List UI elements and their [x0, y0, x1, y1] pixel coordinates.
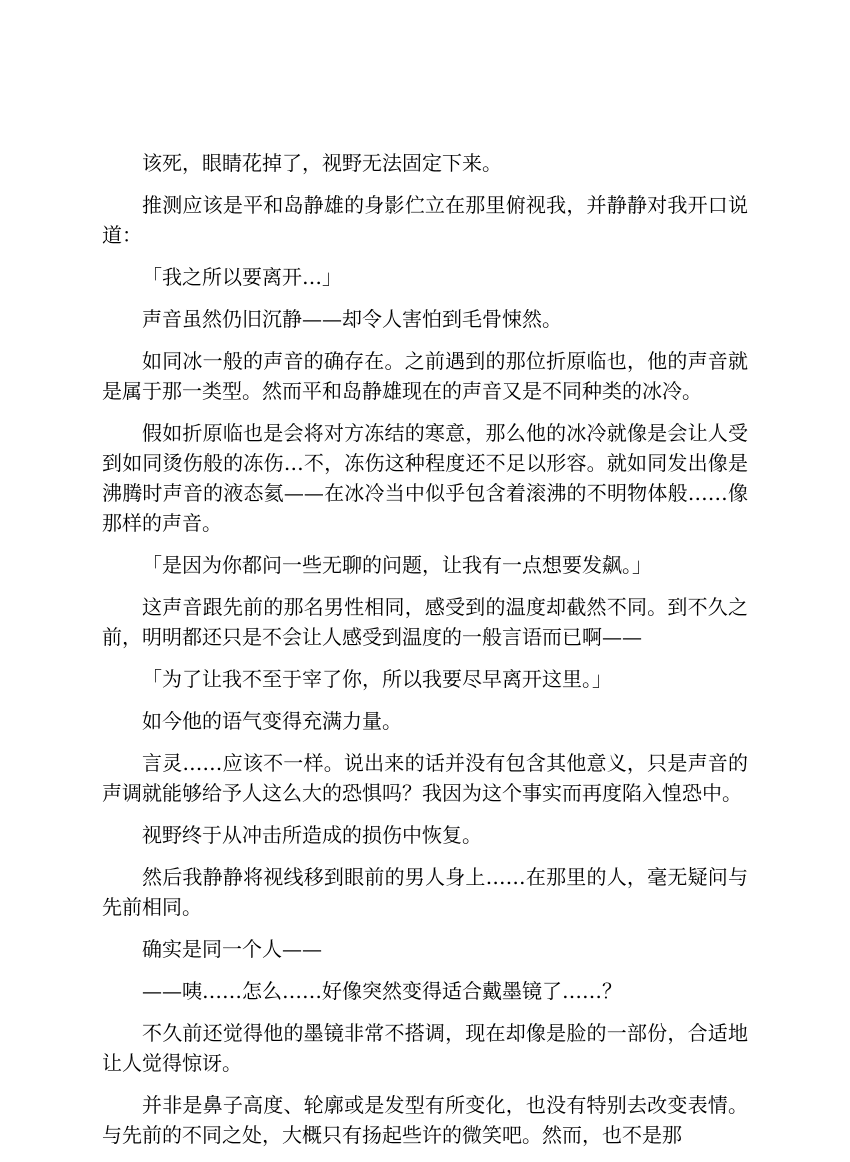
paragraph-17: 并非是鼻子高度、轮廓或是发型有所变化，也没有特别去改变表情。与先前的不同之处，大概只有扬起些许的微笑吧。然而，也不是那: [102, 1093, 748, 1147]
paragraph-7: 「是因为你都问一些无聊的问题，让我有一点想要发飙。」: [142, 553, 652, 577]
paragraph-9: 「为了让我不至于宰了你，所以我要尽早离开这里。」: [142, 667, 612, 691]
paragraph-12: 视野终于从冲击所造成的损伤中恢复。: [142, 823, 482, 847]
paragraph-10: 如今他的语气变得充满力量。: [142, 709, 402, 733]
paragraph-15: ——咦……怎么……好像突然变得适合戴墨镜了……？: [142, 979, 622, 1003]
paragraph-11: 言灵……应该不一样。说出来的话并没有包含其他意义，只是声音的声调就能够给予人这么大的恐惧吗？我因为这个事实而再度陷入惶恐中。: [102, 751, 748, 805]
paragraph-13: 然后我静静将视线移到眼前的男人身上……在那里的人，毫无疑问与先前相同。: [102, 865, 748, 919]
document-page: [102, 148, 748, 1162]
paragraph-5: 如同冰一般的声音的确存在。之前遇到的那位折原临也，他的声音就是属于那一类型。然而平和岛静雄现在的声音又是不同种类的冰冷。: [102, 349, 748, 403]
paragraph-2: 推测应该是平和岛静雄的身影伫立在那里俯视我，并静静对我开口说道：: [102, 193, 748, 247]
paragraph-3: 「我之所以要离开…」: [142, 265, 342, 289]
paragraph-8: 这声音跟先前的那名男性相同，感受到的温度却截然不同。到不久之前，明明都还只是不会让人感受到温度的一般言语而已啊——: [102, 595, 748, 649]
paragraph-1: 该死，眼睛花掉了，视野无法固定下来。: [142, 151, 502, 175]
paragraph-14: 确实是同一个人——: [142, 937, 322, 961]
paragraph-16: 不久前还觉得他的墨镜非常不搭调，现在却像是脸的一部份，合适地让人觉得惊讶。: [102, 1021, 748, 1075]
paragraph-4: 声音虽然仍旧沉静——却令人害怕到毛骨悚然。: [142, 307, 562, 331]
paragraph-6: 假如折原临也是会将对方冻结的寒意，那么他的冰冷就像是会让人受到如同烫伤般的冻伤…不，冻伤这种程度还不足以形容。就如同发出像是沸腾时声音的液态氦——在冰冷当中似乎包含着滚沸的不明物体般……像那样的声音。: [102, 421, 748, 535]
